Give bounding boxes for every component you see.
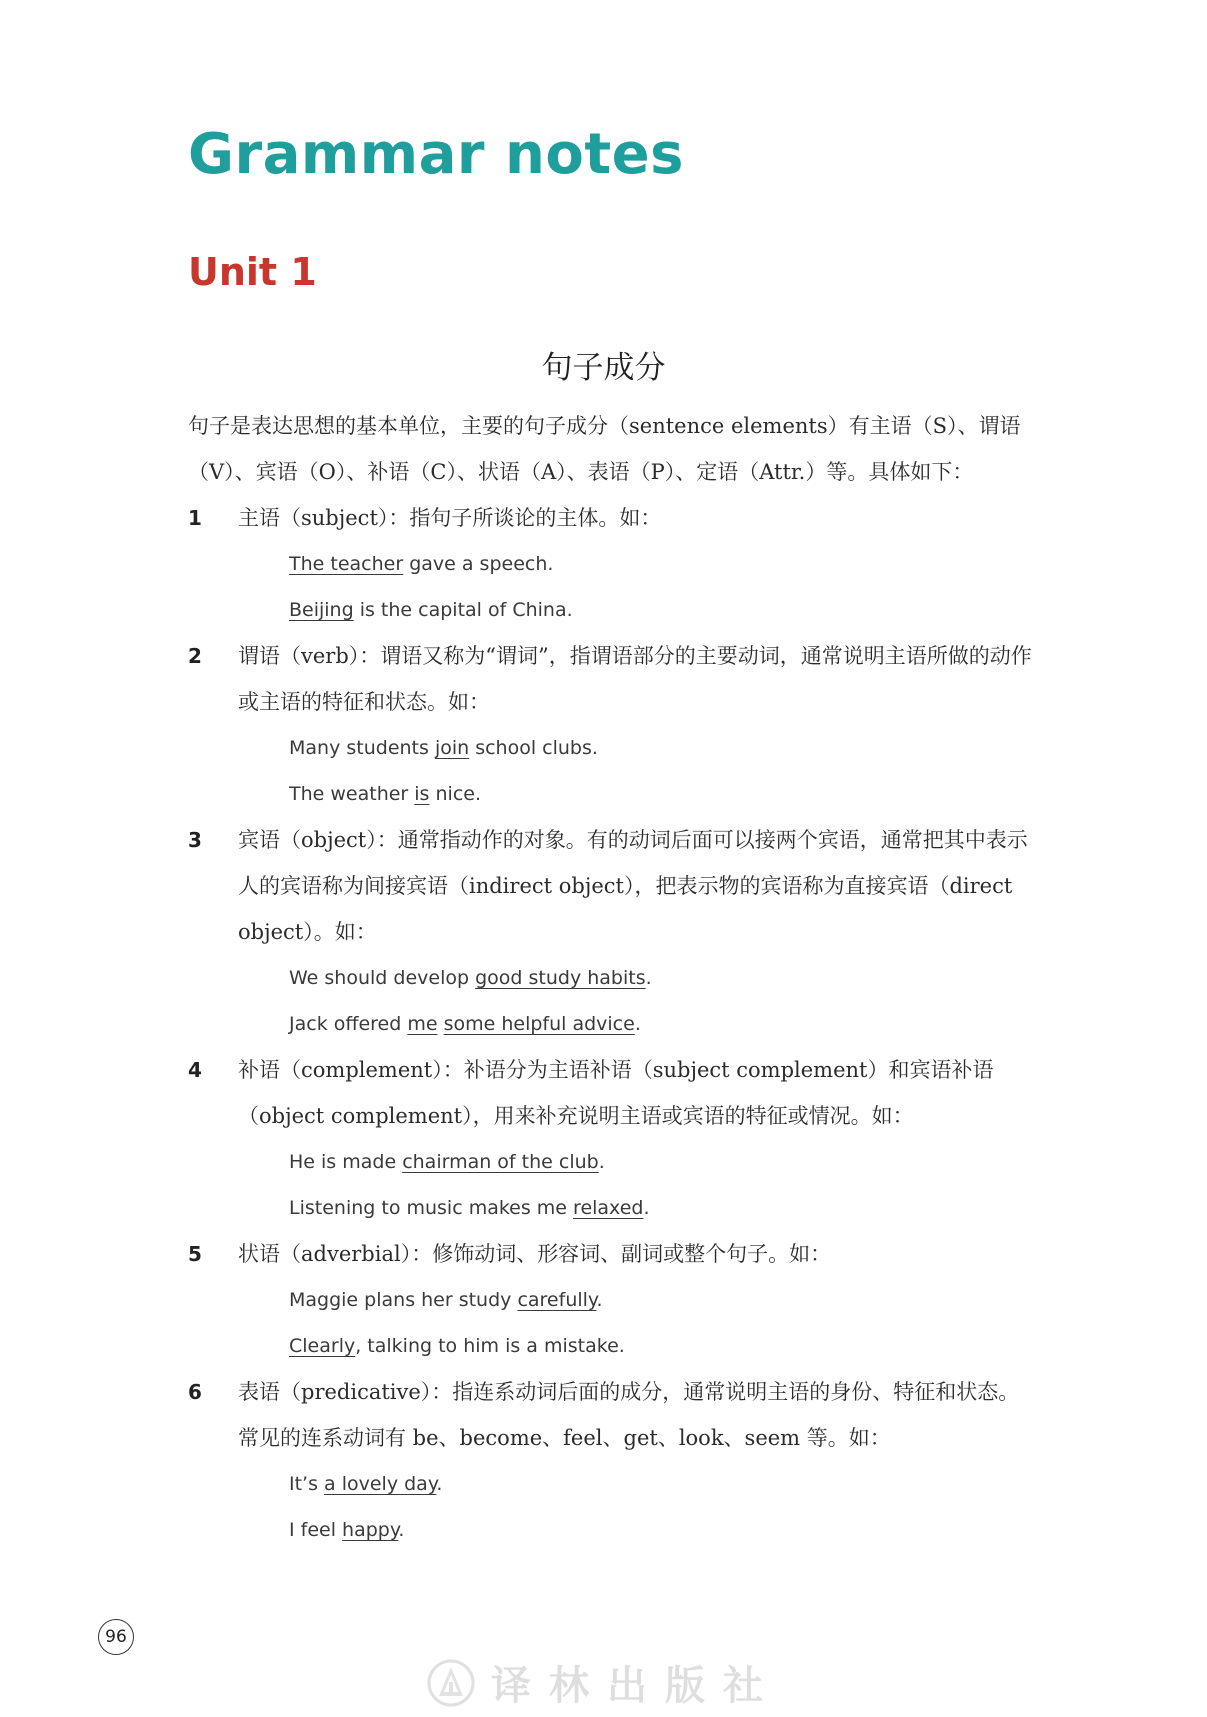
- example-text: is the capital of China.: [353, 599, 573, 621]
- example-sentence: [289, 1001, 1068, 1047]
- example-sentence: [289, 541, 1068, 587]
- example-underlined: good study habits: [475, 967, 646, 989]
- publisher-logo-icon: [426, 1658, 476, 1708]
- example-text: nice.: [429, 783, 482, 805]
- example-sentence: [289, 1461, 1068, 1507]
- item-number: 6: [188, 1380, 202, 1404]
- publisher-watermark: [0, 1654, 1207, 1711]
- example-text: gave a speech.: [403, 553, 554, 575]
- example-underlined: carefully: [517, 1289, 597, 1311]
- item-description: 谓语（verb）：谓语又称为“谓词”，指谓语部分的主要动词，通常说明主语所做的动作或主语的特征和状态。如：: [238, 644, 1032, 714]
- example-underlined: join: [434, 737, 470, 759]
- example-text: .: [436, 1473, 443, 1495]
- grammar-item-list: [188, 495, 1068, 1553]
- example-underlined: happy: [342, 1519, 399, 1541]
- example-text: school clubs.: [469, 737, 598, 759]
- example-text: Jack offered: [289, 1013, 408, 1035]
- item-description: 状语（adverbial）：修饰动词、形容词、副词或整个句子。如：: [238, 1242, 832, 1266]
- section-intro: 句子是表达思想的基本单位，主要的句子成分（sentence elements）有主语（S）、谓语（V）、宾语（O）、补语（C）、状语（A）、表语（P）、定语（Attr.）等。具体如下：: [188, 414, 1021, 484]
- example-sentence: [289, 1323, 1068, 1369]
- example-text: Many students: [289, 737, 435, 759]
- example-sentence: [289, 1185, 1068, 1231]
- example-sentence: [289, 1507, 1068, 1553]
- item-description: 补语（complement）：补语分为主语补语（subject complement）和宾语补语（object complement），用来补充说明主语或宾语的特征或情况。如：: [238, 1058, 994, 1128]
- grammar-item-verb: [188, 633, 1068, 817]
- example-text: .: [645, 967, 652, 989]
- example-sentence: [289, 1139, 1068, 1185]
- example-text: He is made: [289, 1151, 403, 1173]
- example-underlined: relaxed: [573, 1197, 644, 1219]
- example-text: The weather: [289, 783, 415, 805]
- example-underlined: Clearly: [289, 1335, 356, 1357]
- page-number: 96: [98, 1619, 134, 1655]
- example-text: Maggie plans her study: [289, 1289, 518, 1311]
- example-text: .: [398, 1519, 405, 1541]
- example-underlined: Beijing: [289, 599, 354, 621]
- example-text: , talking to him is a mistake.: [355, 1335, 625, 1357]
- example-text: We should develop: [289, 967, 476, 989]
- example-underlined: is: [414, 783, 430, 805]
- example-text: It’s: [289, 1473, 325, 1495]
- grammar-item-object: [188, 817, 1068, 1047]
- example-sentence: [289, 771, 1068, 817]
- example-underlined: chairman of the club: [402, 1151, 599, 1173]
- example-sentence: [289, 587, 1068, 633]
- item-number: 3: [188, 828, 202, 852]
- item-number: 4: [188, 1058, 202, 1082]
- grammar-item-complement: [188, 1047, 1068, 1231]
- item-number: 1: [188, 506, 202, 530]
- grammar-item-subject: [188, 495, 1068, 633]
- example-sentence: [289, 1277, 1068, 1323]
- example-sentence: [289, 955, 1068, 1001]
- example-sentence: [289, 725, 1068, 771]
- publisher-name: 译林出版社: [491, 1662, 782, 1709]
- example-underlined: a lovely day: [324, 1473, 437, 1495]
- item-description: 表语（predicative）：指连系动词后面的成分，通常说明主语的身份、特征和状态。常见的连系动词有 be、become、feel、get、look、seem 等。如：: [238, 1380, 1020, 1450]
- example-text: Listening to music makes me: [289, 1197, 574, 1219]
- item-number: 2: [188, 644, 202, 668]
- example-text: .: [598, 1151, 605, 1173]
- item-description: 宾语（object）：通常指动作的对象。有的动词后面可以接两个宾语，通常把其中表示人的宾语称为间接宾语（indirect object），把表示物的宾语称为直接宾语（direct object）。如：: [238, 828, 1028, 944]
- example-text: .: [643, 1197, 650, 1219]
- example-text: I feel: [289, 1519, 343, 1541]
- grammar-item-predicative: [188, 1369, 1068, 1553]
- item-number: 5: [188, 1242, 202, 1266]
- unit-title: Unit 1: [188, 250, 317, 294]
- example-underlined: some helpful advice: [443, 1013, 635, 1035]
- page-title: Grammar notes: [188, 122, 684, 187]
- example-underlined: The teacher: [289, 553, 404, 575]
- section-heading: 句子成分: [541, 350, 666, 386]
- item-description: 主语（subject）：指句子所谈论的主体。如：: [238, 506, 662, 530]
- example-text: .: [596, 1289, 603, 1311]
- example-underlined: me: [407, 1013, 438, 1035]
- grammar-item-adverbial: [188, 1231, 1068, 1369]
- example-text: .: [634, 1013, 641, 1035]
